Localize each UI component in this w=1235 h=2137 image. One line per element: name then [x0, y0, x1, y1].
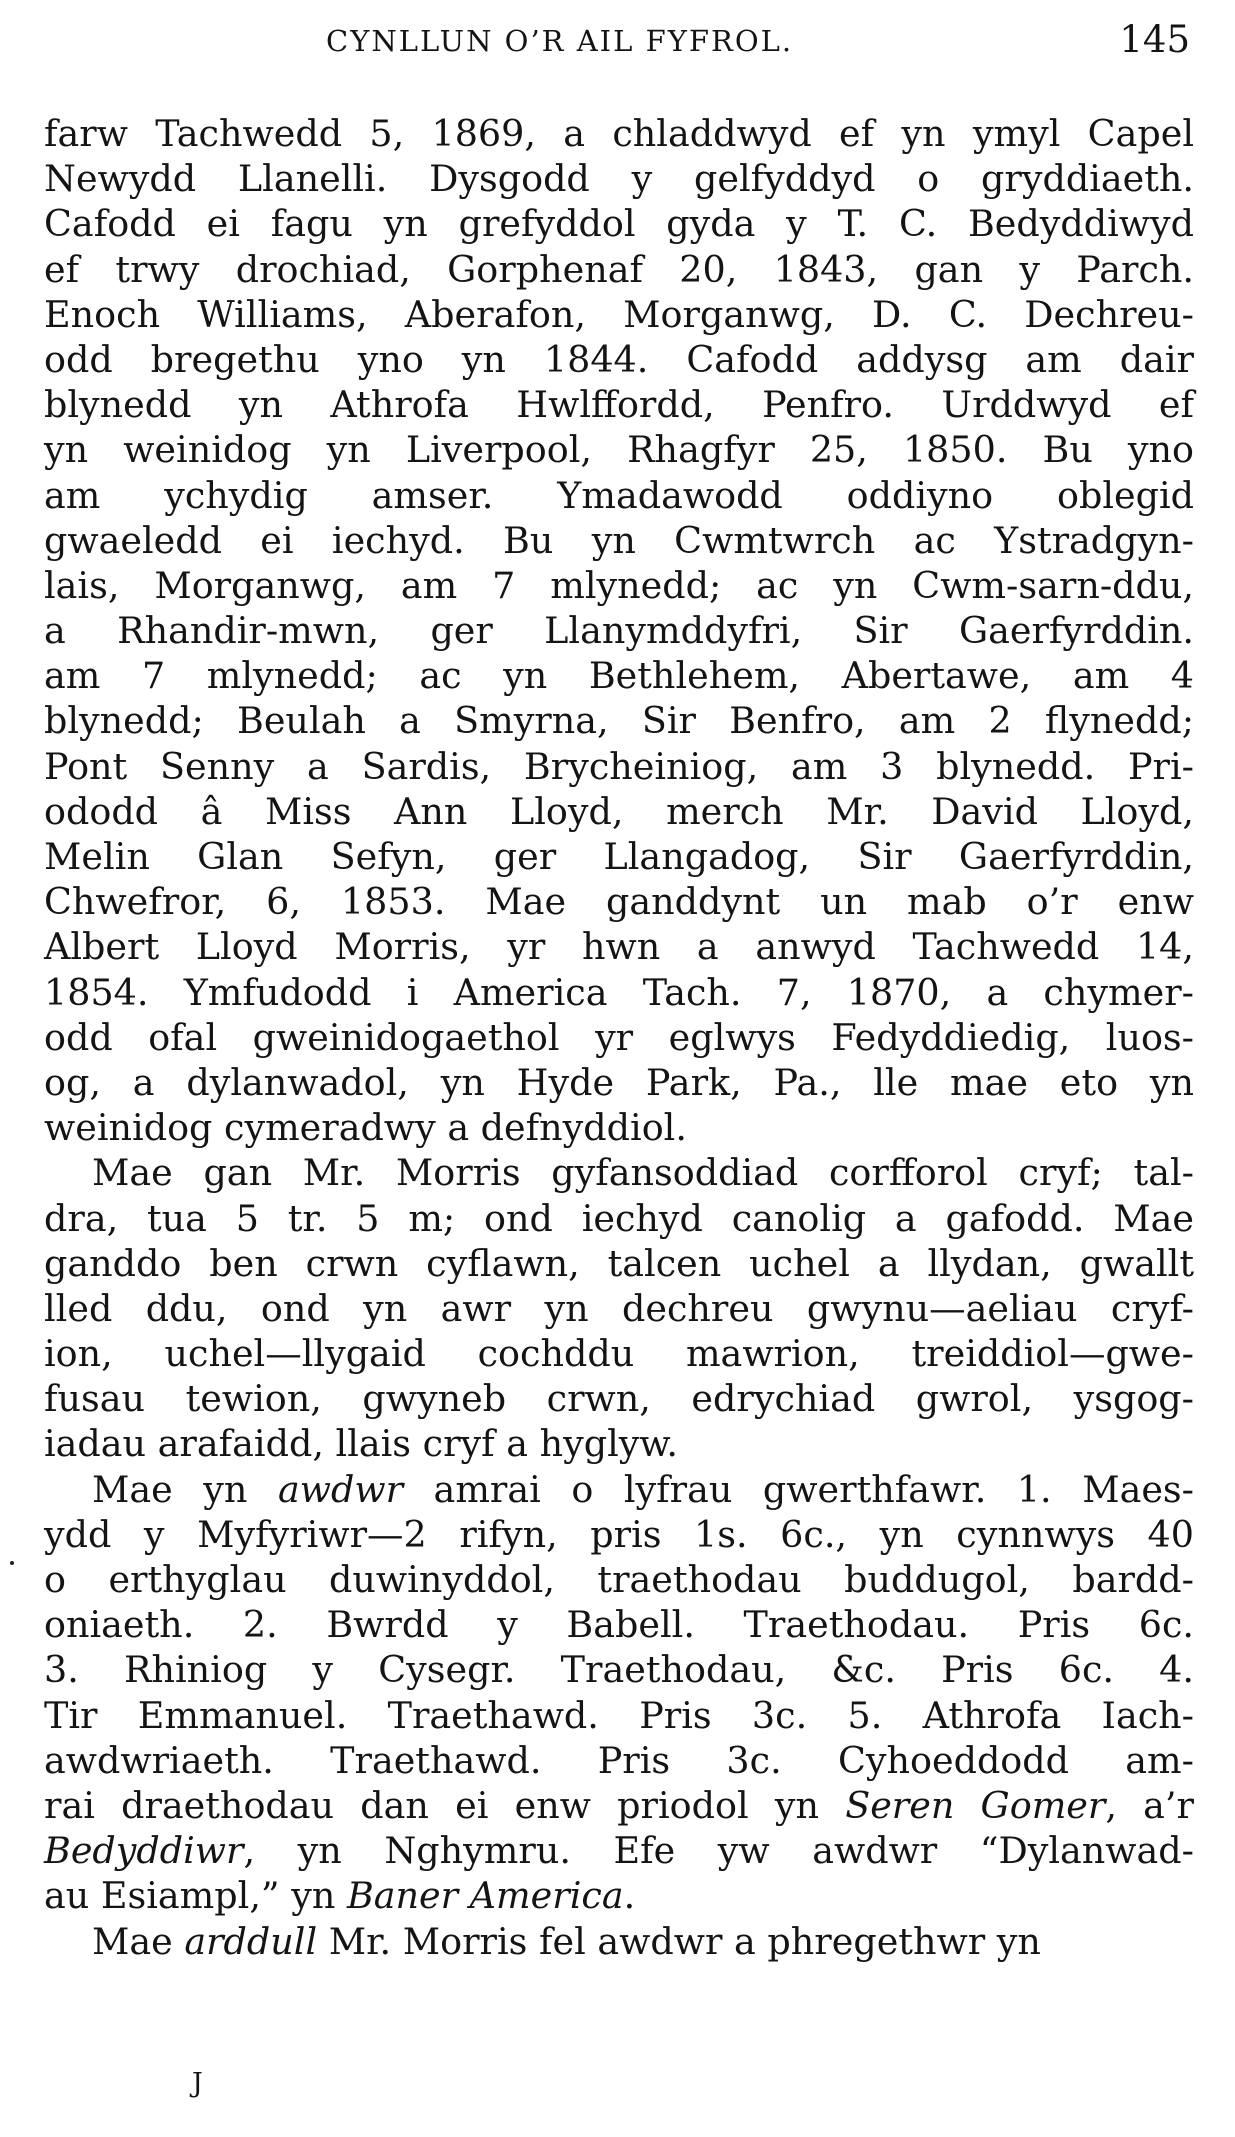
text-line: dra, tua 5 tr. 5 m; ond iechyd canolig a gafodd. Mae — [44, 1196, 1194, 1240]
text-line: Enoch Williams, Aberafon, Morganwg, D. C. Dechreu- — [44, 292, 1194, 336]
text-line: og, a dylanwadol, yn Hyde Park, Pa., lle mae eto yn — [44, 1060, 1194, 1104]
text-line: rai draethodau dan ei enw priodol yn Seren Gomer, a’r — [44, 1783, 1194, 1827]
text-line: gwaeledd ei iechyd. Bu yn Cwmtwrch ac Ystradgyn- — [44, 518, 1194, 562]
text-line: 3. Rhiniog y Cysegr. Traethodau, &c. Pris 6c. 4. — [44, 1648, 1194, 1692]
text-line: Mae arddull Mr. Morris fel awdwr a phregethwr yn — [92, 1919, 1041, 1963]
text-line: o erthyglau duwinyddol, traethodau buddugol, bardd- — [44, 1558, 1194, 1601]
running-title: CYNLLUN O’R AIL FYFROL. — [326, 24, 794, 58]
text-line: blynedd yn Athrofa Hwlffordd, Penfro. Urddwyd ef — [44, 383, 1194, 427]
text-line: lais, Morganwg, am 7 mlynedd; ac yn Cwm-sarn-ddu, — [44, 563, 1194, 607]
text-line: Mae yn awdwr amrai o lyfrau gwerthfawr. 1. Maes- — [92, 1467, 1194, 1511]
text-line: odd bregethu yno yn 1844. Cafodd addysg am dair — [44, 337, 1194, 381]
text-line: ef trwy drochiad, Gorphenaf 20, 1843, gan y Parch. — [44, 247, 1194, 291]
text-line: 1854. Ymfudodd i America Tach. 7, 1870, a chymer- — [44, 970, 1194, 1014]
text-line: oniaeth. 2. Bwrdd y Babell. Traethodau. Pris 6c. — [44, 1603, 1194, 1647]
text-line: fusau tewion, gwyneb crwn, edrychiad gwrol, ysgog- — [44, 1377, 1194, 1421]
paragraph — [44, 1150, 1194, 1466]
text-line: Mae gan Mr. Morris gyfansoddiad corfforol cryf; tal- — [92, 1151, 1194, 1195]
text-line: au Esiampl,” yn Baner America. — [44, 1874, 636, 1918]
text-line: ododd â Miss Ann Lloyd, merch Mr. David Lloyd, — [44, 789, 1194, 833]
text-line: Melin Glan Sefyn, ger Llangadog, Sir Gaerfyrddin, — [44, 835, 1194, 878]
text-line: farw Tachwedd 5, 1869, a chladdwyd ef yn ymyl Capel — [44, 112, 1194, 155]
paragraph — [44, 111, 1194, 1150]
text-line: Pont Senny a Sardis, Brycheiniog, am 3 blynedd. Pri- — [44, 744, 1194, 788]
text-line: lled ddu, ond yn awr yn dechreu gwynu—aeliau cryf- — [44, 1286, 1194, 1330]
text-line: Tir Emmanuel. Traethawd. Pris 3c. 5. Athrofa Iach- — [44, 1693, 1194, 1737]
text-line: am 7 mlynedd; ac yn Bethlehem, Abertawe, am 4 — [44, 654, 1194, 698]
text-line: ganddo ben crwn cyflawn, talcen uchel a llydan, gwallt — [44, 1241, 1194, 1285]
text-line: iadau arafaidd, llais cryf a hyglyw. — [44, 1422, 678, 1466]
text-line: ion, uchel—llygaid cochddu mawrion, treiddiol—gwe- — [44, 1332, 1194, 1376]
text-line: Chwefror, 6, 1853. Mae ganddynt un mab o’r enw — [44, 880, 1194, 924]
paragraph — [44, 1467, 1194, 1919]
text-line: awdwriaeth. Traethawd. Pris 3c. Cyhoeddodd am- — [44, 1738, 1194, 1782]
text-line: ydd y Myfyriwr—2 rifyn, pris 1s. 6c., yn cynnwys 40 — [44, 1512, 1194, 1556]
signature-mark: J — [192, 2068, 203, 2099]
text-line: Albert Lloyd Morris, yr hwn a anwyd Tachwedd 14, — [44, 925, 1194, 969]
paragraph — [44, 1919, 1194, 1964]
text-line: weinidog cymeradwy a defnyddiol. — [44, 1106, 687, 1150]
body-text — [44, 111, 1194, 1964]
text-line: am ychydig amser. Ymadawodd oddiyno oblegid — [44, 473, 1194, 517]
running-head — [46, 14, 1196, 70]
text-line: Bedyddiwr, yn Nghymru. Efe yw awdwr “Dylanwad- — [44, 1829, 1194, 1873]
text-line: odd ofal gweinidogaethol yr eglwys Fedyddiedig, luos- — [44, 1015, 1194, 1059]
text-line: a Rhandir-mwn, ger Llanymddyfri, Sir Gaerfyrddin. — [44, 609, 1194, 653]
page-number: 145 — [1119, 18, 1190, 61]
text-line: Cafodd ei fagu yn grefyddol gyda y T. C. Bedyddiwyd — [44, 202, 1194, 246]
text-line: yn weinidog yn Liverpool, Rhagfyr 25, 1850. Bu yno — [44, 428, 1194, 472]
text-line: blynedd; Beulah a Smyrna, Sir Benfro, am 2 flynedd; — [44, 699, 1194, 743]
text-line: Newydd Llanelli. Dysgodd y gelfyddyd o gryddiaeth. — [44, 157, 1194, 201]
ink-speck — [10, 1561, 14, 1565]
